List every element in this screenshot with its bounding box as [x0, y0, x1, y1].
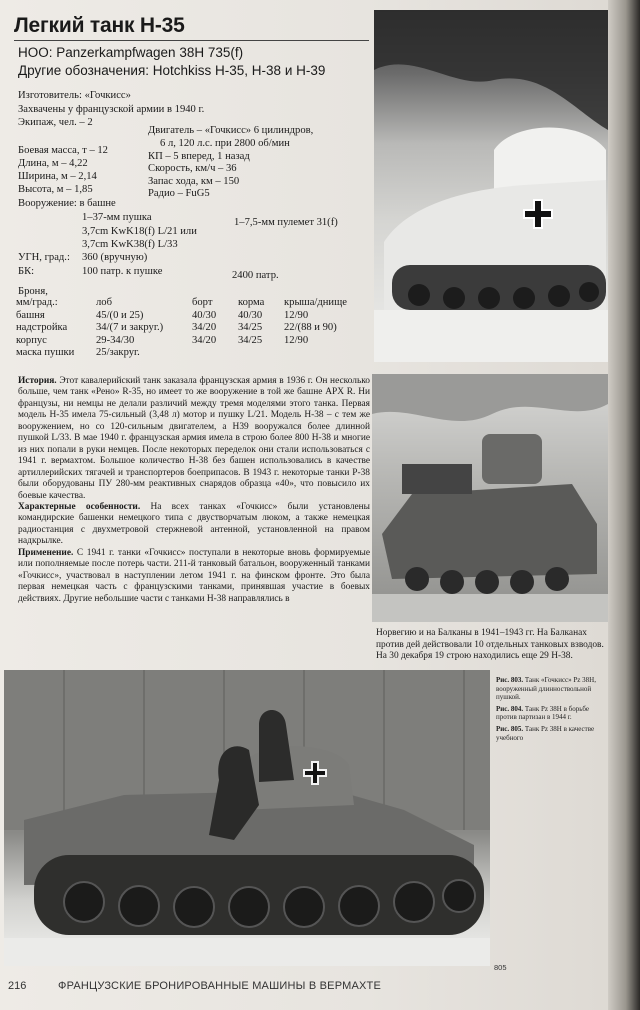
caption-text: Танк «Гочкисс» Pz 38H, вооруженный длинноствольной пушкой. — [496, 676, 596, 702]
usage-paragraph: С 1941 г. танки «Гочкисс» поступали в некоторые вновь формируемые или пополняемые после потерь части. 211-й танковый батальон, вооруженный танками «Гочкисс», участвовал в наступлении летом 1941 г. на финском фронте. Это была первая немецкая часть с французскими танками, принявшая участие в боевых действиях. Другие небольшие части с танками Н-38 направлялись в — [18, 547, 370, 604]
armor-row-name: корпус — [16, 334, 47, 346]
photo-tank-snow-drawing — [374, 10, 608, 362]
subtitle-other-designations: Другие обозначения: Hotchkiss H-35, Н-38 и Н-39 — [18, 63, 326, 78]
armor-cell: 40/30 — [192, 309, 217, 321]
armor-row — [16, 310, 353, 323]
caption-text: Танк Pz 38H в качестве учебного — [496, 724, 595, 742]
spec-crew: Экипаж, чел. – 2 — [18, 117, 93, 128]
photo-tank-snow — [374, 10, 608, 362]
armor-cell: 25/закруг. — [96, 347, 140, 359]
armor-cell: 34/25 — [238, 334, 263, 346]
features-heading: Характерные особенности. — [18, 501, 141, 512]
armor-table — [16, 297, 353, 360]
page-number: 216 — [8, 980, 27, 992]
armor-row — [16, 322, 353, 335]
armor-header-rear: корма — [238, 297, 265, 308]
spec-ugn-value: 360 (вручную) — [82, 252, 148, 263]
spec-armament-label: Вооружение: в башне — [18, 198, 116, 209]
spec-height: Высота, м – 1,85 — [18, 184, 93, 195]
page-title: Легкий танк Н-35 — [14, 14, 185, 37]
spec-gun-2: 3,7cm KwK18(f) L/21 или — [82, 226, 197, 237]
spec-captured: Захвачены у французской армии в 1940 г. — [18, 104, 205, 115]
armor-cell: 40/30 — [238, 309, 263, 321]
spec-width: Ширина, м – 2,14 — [18, 171, 97, 182]
spec-length: Длина, м – 4,22 — [18, 158, 88, 169]
caption-805 — [496, 725, 608, 742]
photo-number: 805 — [494, 963, 507, 972]
armor-cell: 22/(88 и 90) — [284, 322, 337, 334]
spec-mg: 1–7,5-мм пулемет 31(f) — [234, 217, 338, 228]
book-spine-shadow — [608, 0, 640, 1010]
running-title: ФРАНЦУЗСКИЕ БРОНИРОВАННЫЕ МАШИНЫ В ВЕРМАХТЕ — [58, 980, 381, 992]
spec-range: Запас хода, км – 150 — [148, 176, 240, 187]
armor-row-name: башня — [16, 309, 45, 321]
armor-header-roof: крыша/днище — [284, 297, 347, 308]
spec-gun-1: 1–37-мм пушка — [82, 212, 152, 223]
spec-engine-2: 6 л, 120 л.с. при 2800 об/мин — [160, 138, 290, 149]
armor-header-front: лоб — [96, 297, 112, 308]
caption-label: Рис. 804. — [496, 704, 524, 713]
features-paragraph: На всех танках «Гочкисс» были установлены командирские башенки немецкого типа с двустворчатым люком, а также немецкая радиостанция с двухметровой стержневой антенной, установленной на правом надкрылке. — [18, 501, 370, 547]
armor-row-name: маска пушки — [16, 347, 75, 359]
caption-text: Танк Pz 38H в борьбе против партизан в 1944 г. — [496, 704, 589, 722]
armor-row — [16, 335, 353, 348]
caption-label: Рис. 805. — [496, 724, 524, 733]
photo-tank-partisans — [372, 374, 608, 622]
caption-804 — [496, 705, 608, 722]
photo-tank-partisans-drawing — [372, 374, 608, 622]
photo-tank-training — [4, 670, 490, 966]
spec-gun-3: 3,7cm KwK38(f) L/33 — [82, 239, 178, 250]
armor-header-side: борт — [192, 297, 213, 308]
history-paragraph: Этот кавалерийский танк заказала французская армия в 1936 г. Он несколько больше, чем танк «Рено» R-35, но имеет то же вооружение в той же башне APX R. Ни французы, ни немцы не делали различий между тремя моделями этого танка. Первая модель Н-35 имела 75-сильный (3,48 л) мотор и пушку L/21. Модель Н-38 – с тем же вооружением, но со 120-сильным двигателем, а Н39 вооружался более длинной пушкой L/33. В мае 1940 г. французская армия имела в строю более 800 Н-38 и многие из них попали в руки немцев. После некоторых переделок они стали использоваться с 1941 г. вермахтом. Большое количество Н-38 без башен использовались в качестве артиллерийских тягачей и транспортеров боеприпасов. В 1943 г. некоторые танки Р-38 были оборудованы ПУ 280-мм реактивных снарядов образца «40», что повысило их боевые качества. — [18, 376, 370, 501]
spec-bk-mg: 2400 патр. — [232, 270, 279, 281]
armor-label-2: мм/град.: — [16, 297, 58, 308]
continuation-text: Норвегию и на Балканы в 1941–1943 гг. На Балканах против дей действовали 10 отдельных танковых взводов. На 30 декабря 19 строю находились еще 29 Н-38. — [376, 628, 604, 662]
spec-gearbox: КП – 5 вперед, 1 назад — [148, 151, 250, 162]
caption-label: Рис. 803. — [496, 676, 524, 684]
armor-row — [16, 347, 353, 360]
armor-header-row — [16, 297, 353, 310]
photo-tank-training-drawing — [4, 670, 490, 966]
armor-cell: 29-34/30 — [96, 334, 135, 346]
spec-ugn-label: УГН, град.: — [18, 252, 70, 263]
title-rule — [14, 40, 369, 41]
subtitle-noo: НОО: Panzerkampfwagen 38H 735(f) — [18, 45, 244, 60]
body-text — [18, 376, 370, 605]
armor-cell: 34/20 — [192, 322, 217, 334]
history-heading: История. — [18, 376, 57, 386]
spec-engine-1: Двигатель – «Гочкисс» 6 цилиндров, — [148, 125, 314, 136]
armor-cell — [284, 347, 353, 360]
armor-cell — [238, 347, 284, 360]
spec-bk-gun: 100 патр. к пушке — [82, 266, 163, 277]
armor-row-name: надстройка — [16, 322, 68, 334]
spec-speed: Скорость, км/ч – 36 — [148, 163, 237, 174]
caption-803 — [496, 676, 608, 702]
spec-manufacturer: Изготовитель: «Гочкисс» — [18, 90, 131, 101]
armor-cell — [192, 347, 238, 360]
photo-captions — [496, 676, 608, 742]
armor-cell: 45/(0 и 25) — [96, 309, 144, 321]
armor-cell: 12/90 — [284, 309, 309, 321]
armor-cell: 34/25 — [238, 322, 263, 334]
usage-heading: Применение. — [18, 547, 74, 558]
armor-cell: 34/(7 и закруг.) — [96, 322, 164, 334]
spec-weight: Боевая масса, т – 12 — [18, 145, 108, 156]
armor-cell: 34/20 — [192, 334, 217, 346]
armor-label-1: Броня, — [18, 286, 48, 297]
spec-bk-label: БК: — [18, 266, 35, 277]
spec-radio: Радио – FuG5 — [148, 188, 210, 199]
armor-cell: 12/90 — [284, 334, 309, 346]
